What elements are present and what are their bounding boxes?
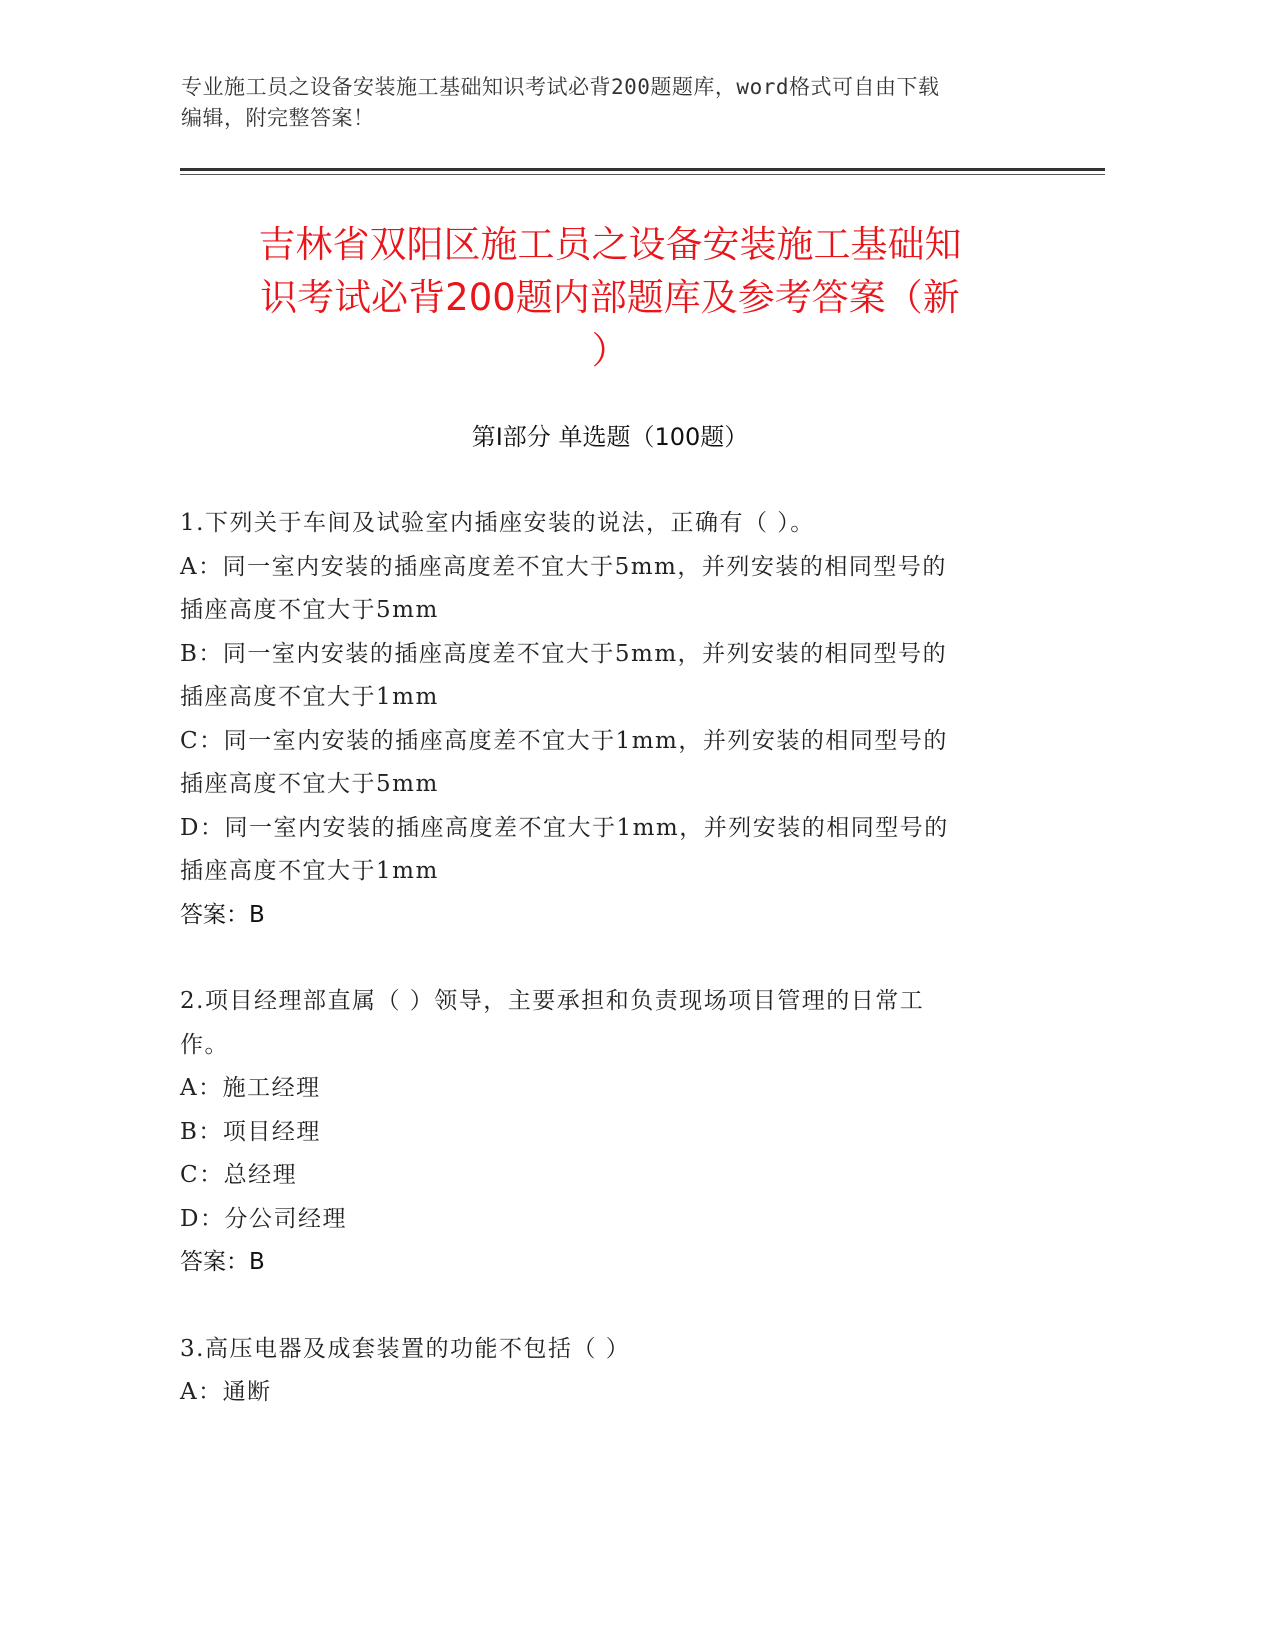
question-list [180,502,1030,1458]
question-3 [180,1328,1030,1415]
document-title-line-2: 识考试必背200题内部题库及参考答案（新 [260,276,960,319]
question-2 [180,980,1030,1285]
option-d-line-2: 插座高度不宜大于1mm [180,858,439,884]
option-a: A：施工经理 [180,1075,321,1101]
option-b-line-2: 插座高度不宜大于1mm [180,684,439,710]
document-title-line-1: 吉林省双阳区施工员之设备安装施工基础知 [258,223,962,266]
question-stem: 3.高压电器及成套装置的功能不包括（ ） [180,1335,631,1362]
answer-line: 答案：B [180,1249,265,1275]
question-stem: 1.下列关于车间及试验室内插座安装的说法，正确有（ ）。 [180,510,815,536]
document-title [190,218,1030,377]
section-heading: 第Ⅰ部分 单选题（100题） [471,423,749,451]
question-stem-line-2: 作。 [180,1031,229,1058]
option-b: B：项目经理 [180,1118,321,1145]
option-c-line-1: C：同一室内安装的插座高度差不宜大于1mm，并列安装的相同型号的 [180,727,948,754]
header-note [181,72,1061,134]
option-c-line-2: 插座高度不宜大于5mm [180,771,439,797]
option-a-line-2: 插座高度不宜大于5mm [180,597,439,623]
option-a: A：通断 [180,1379,272,1405]
option-a-line-1: A：同一室内安装的插座高度差不宜大于5mm，并列安装的相同型号的 [180,553,947,580]
option-b-line-1: B：同一室内安装的插座高度差不宜大于5mm，并列安装的相同型号的 [180,640,948,667]
header-note-line-2: 编辑，附完整答案！ [181,106,375,130]
header-divider-thick [180,168,1105,171]
question-1 [180,502,1030,937]
question-stem-line-1: 2.项目经理部直属（ ）领导，主要承担和负责现场项目管理的日常工 [180,988,925,1014]
answer-line: 答案：B [180,901,265,928]
header-divider-thin [180,174,1105,175]
header-note-line-1: 专业施工员之设备安装施工基础知识考试必背200题题库，word格式可自由下载 [181,75,940,99]
option-d-line-1: D：同一室内安装的插座高度差不宜大于1mm，并列安装的相同型号的 [180,814,949,841]
option-c: C：总经理 [180,1162,298,1188]
option-d: D：分公司经理 [180,1205,347,1232]
document-title-line-3: ） [591,329,629,372]
